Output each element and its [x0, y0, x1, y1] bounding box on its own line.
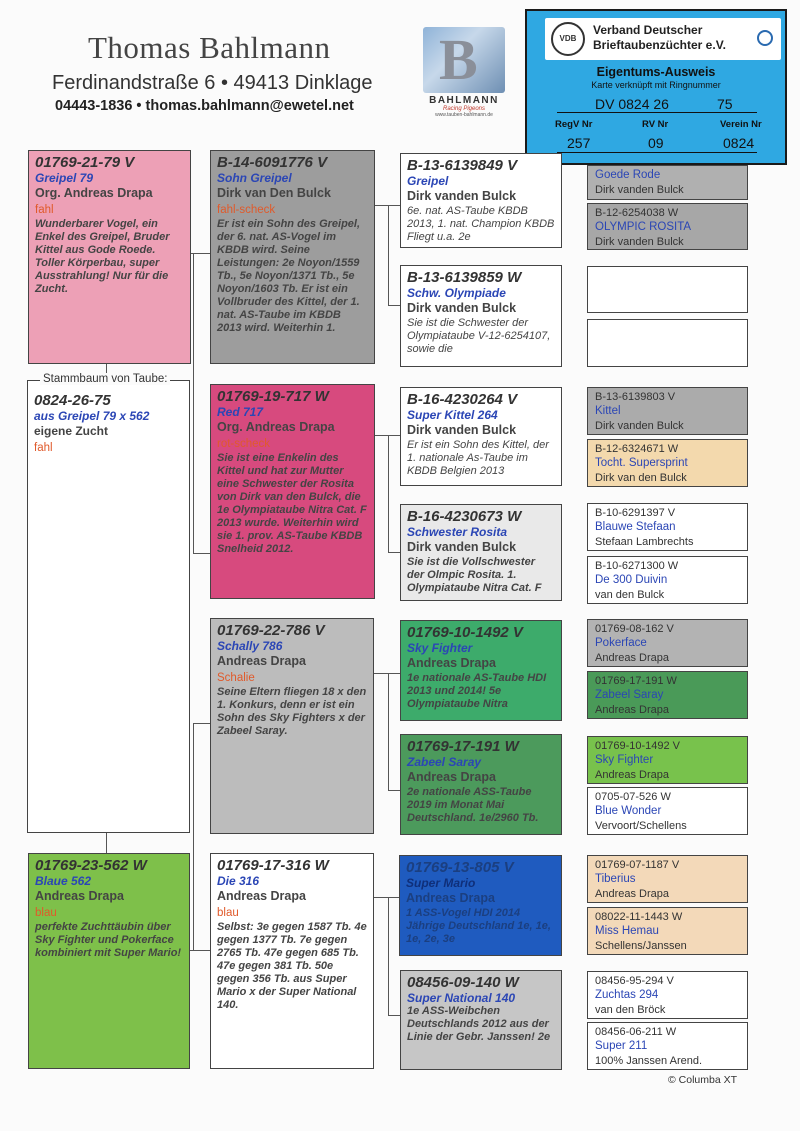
- card-subtitle: Karte verknüpft mit Ringnummer: [591, 80, 721, 90]
- g3-pigeon: B-13-6139849 V Greipel Dirk vanden Bulck 6e. nat. AS-Taube KBDB 2013, 1. nat. Champion KBDB Fliegt u.a. 2e: [400, 153, 562, 248]
- mother-mother: [210, 853, 374, 1069]
- g4-pigeon: 01769-10-1492 V Sky Fighter Andreas Drapa: [587, 736, 748, 784]
- card-verein: 0824: [723, 135, 755, 151]
- father-mother: [210, 384, 375, 599]
- fm-desc: Sie ist eine Enkelin des Kittel und hat zur Mutter eine Schwester der Rosita von Dirk van den Bulck, die 1e Olympiataube Nitra Cat. F 2013 wurde. Weiterhin wird sie 1. prov. AS-Taube KBDB Snelheid 2012.: [217, 452, 367, 555]
- mm-name: Die 316: [217, 874, 260, 888]
- g4-pigeon: 01769-17-191 W Zabeel Saray Andreas Drapa: [587, 671, 748, 719]
- g4-pigeon: 0705-07-526 W Blue Wonder Vervoort/Schellens: [587, 787, 748, 835]
- card-title: Eigentums-Ausweis: [596, 65, 716, 79]
- pedigree-label: Stammbaum von Taube:: [40, 373, 170, 385]
- card-rv: 09: [648, 135, 664, 151]
- subject-ring: 0824-26-75: [34, 392, 111, 409]
- pigeon-ring-icon: [757, 30, 773, 46]
- logo-name: BAHLMANN: [429, 95, 499, 106]
- mother-father: [210, 618, 374, 834]
- ff-breeder: Dirk van Den Bulck: [217, 186, 331, 200]
- mother-ring: 01769-23-562 W: [35, 857, 147, 874]
- bahlmann-logo: [423, 27, 505, 122]
- ff-color: fahl-scheck: [217, 204, 276, 216]
- card-ring-prefix: DV 0824 26: [595, 96, 669, 112]
- breeder-address: Ferdinandstraße 6 • 49413 Dinklage: [52, 72, 373, 94]
- mm-desc: Selbst: 3e gegen 1587 Tb. 4e gegen 1377 Tb. 7e gegen 2765 Tb. 47e gegen 685 Tb. 47e gegen 381 Tb. 50e gegen 356 Tb. aus Super Mario x der Super National 140.: [217, 921, 367, 1011]
- g4-pigeon: B-10-6291397 V Blauwe Stefaan Stefaan Lambrechts: [587, 503, 748, 551]
- mother-name: Blaue 562: [35, 874, 92, 888]
- g4-pigeon: 08456-06-211 W Super 211 100% Janssen Arend.: [587, 1022, 748, 1070]
- subject-color: fahl: [34, 442, 53, 454]
- vdb-emblem-icon: VDB: [551, 22, 585, 56]
- breeder-contact: 04443-1836 • thomas.bahlmann@ewetel.net: [55, 98, 354, 114]
- mf-name: Schally 786: [217, 639, 283, 653]
- ff-name: Sohn Greipel: [217, 171, 292, 185]
- card-org-line2: Brieftaubenzüchter e.V.: [593, 38, 726, 52]
- ff-desc: Er ist ein Sohn des Greipel, der 6. nat. AS-Vogel im KBDB wird. Seine Leistungen: 2e Noyon/1559 Tb., 5e Noyon/1371 Tb., 5e Noyon/1603 Tb. Er ist ein Vollbruder des Kittel, der 1. nat. AS-Taube im KBDB 2013 wird. Weiterhin 1.: [217, 218, 361, 334]
- breeder-name: Thomas Bahlmann: [88, 30, 331, 65]
- mother-desc: perfekte Zuchttäubin über Sky Fighter und Pokerface kombiniert mit Super Mario!: [35, 921, 182, 959]
- g4-pigeon: B-13-6139803 V Kittel Dirk vanden Bulck: [587, 387, 748, 435]
- g3-pigeon: 08456-09-140 W Super National 140 1e ASS-Weibchen Deutschlands 2012 aus der Linie der Gebr. Janssen! 2e: [400, 970, 562, 1070]
- fm-ring: 01769-19-717 W: [217, 388, 329, 405]
- mother-color: blau: [35, 907, 57, 919]
- logo-b-icon: B: [423, 27, 505, 93]
- father-name: Greipel 79: [35, 171, 94, 185]
- g4-pigeon: 01769-08-162 V Pokerface Andreas Drapa: [587, 619, 748, 667]
- g3-pigeon: B-16-4230264 V Super Kittel 264 Dirk vanden Bulck Er ist ein Sohn des Kittel, der 1. nationale As-Taube im KBDB Belgien 2013: [400, 387, 562, 486]
- logo-sub: Racing Pigeons: [442, 106, 486, 112]
- mm-breeder: Andreas Drapa: [217, 889, 306, 903]
- fm-breeder: Org. Andreas Drapa: [217, 420, 335, 434]
- fm-color: rot-scheck: [217, 438, 271, 450]
- mm-color: blau: [217, 907, 239, 919]
- mother-pigeon: [28, 853, 190, 1069]
- father-father: [210, 150, 375, 364]
- card-org-line1: Verband Deutscher: [593, 23, 703, 37]
- mf-breeder: Andreas Drapa: [217, 654, 306, 668]
- fm-name: Red 717: [217, 405, 264, 419]
- card-regv: 257: [567, 135, 591, 151]
- father-ring: 01769-21-79 V: [35, 154, 135, 171]
- g4-pigeon: 08022-11-1443 W Miss Hemau Schellens/Janssen: [587, 907, 748, 955]
- father-pigeon: [28, 150, 191, 364]
- g4-pigeon-empty: [587, 266, 748, 313]
- card-ring-number: 75: [717, 96, 733, 112]
- mf-ring: 01769-22-786 V: [217, 622, 325, 639]
- card-verein-label: Verein Nr: [720, 119, 762, 130]
- g4-pigeon: B-12-6324671 W Tocht. Supersprint Dirk van den Bulck: [587, 439, 748, 487]
- father-breeder: Org. Andreas Drapa: [35, 186, 153, 200]
- g4-pigeon: Goede Rode Dirk vanden Bulck: [587, 165, 748, 200]
- g3-pigeon: 01769-10-1492 V Sky Fighter Andreas Drapa 1e nationale AS-Taube HDI 2013 und 2014! 5e Olympiataube Nitra: [400, 620, 562, 721]
- subject-breeder: eigene Zucht: [34, 424, 109, 438]
- g4-pigeon: 01769-07-1187 V Tiberius Andreas Drapa: [587, 855, 748, 903]
- g4-pigeon-empty: [587, 319, 748, 367]
- father-desc: Wunderbarer Vogel, ein Enkel des Greipel, Bruder Kittel aus Gode Roede. Toller Körperbau, super Ausstrahlung! Nur für die Zucht.: [35, 218, 170, 295]
- ownership-card: [525, 9, 787, 165]
- card-rv-label: RV Nr: [642, 119, 669, 130]
- logo-url: www.tauben-bahlmann.de: [435, 112, 493, 118]
- subject-pigeon: [27, 380, 190, 833]
- father-color: fahl: [35, 204, 54, 216]
- mf-desc: Seine Eltern fliegen 18 x den 1. Konkurs, denn er ist ein Sohn des Sky Fighters x der Zabeel Saray.: [217, 686, 367, 737]
- subject-name: aus Greipel 79 x 562: [34, 409, 150, 423]
- mf-color: Schalie: [217, 672, 255, 684]
- g3-pigeon: 01769-13-805 V Super Mario Andreas Drapa 1 ASS-Vogel HDI 2014 Jährige Deutschland 1e, 1e, 1e, 2e, 3e: [399, 855, 562, 956]
- copyright: © Columba XT: [668, 1074, 738, 1086]
- g3-pigeon: B-13-6139859 W Schw. Olympiade Dirk vanden Bulck Sie ist die Schwester der Olympiataube V-12-6254107, sowie die: [400, 265, 562, 367]
- g4-pigeon: 08456-95-294 V Zuchtas 294 van den Bröck: [587, 971, 748, 1019]
- g4-pigeon: B-10-6271300 W De 300 Duivin van den Bulck: [587, 556, 748, 604]
- card-header: [545, 18, 781, 60]
- g3-pigeon: B-16-4230673 W Schwester Rosita Dirk vanden Bulck Sie ist die Vollschwester der Olmpic Rosita. 1. Olympiataube Nitra Cat. F: [400, 504, 562, 601]
- mother-breeder: Andreas Drapa: [35, 889, 124, 903]
- g4-pigeon: B-12-6254038 W OLYMPIC ROSITA Dirk vanden Bulck: [587, 203, 748, 250]
- card-regv-label: RegV Nr: [555, 119, 593, 130]
- g3-pigeon: 01769-17-191 W Zabeel Saray Andreas Drapa 2e nationale ASS-Taube 2019 im Monat Mai Deutschland. 1e/2960 Tb.: [400, 734, 562, 835]
- mm-ring: 01769-17-316 W: [217, 857, 329, 874]
- ff-ring: B-14-6091776 V: [217, 154, 328, 171]
